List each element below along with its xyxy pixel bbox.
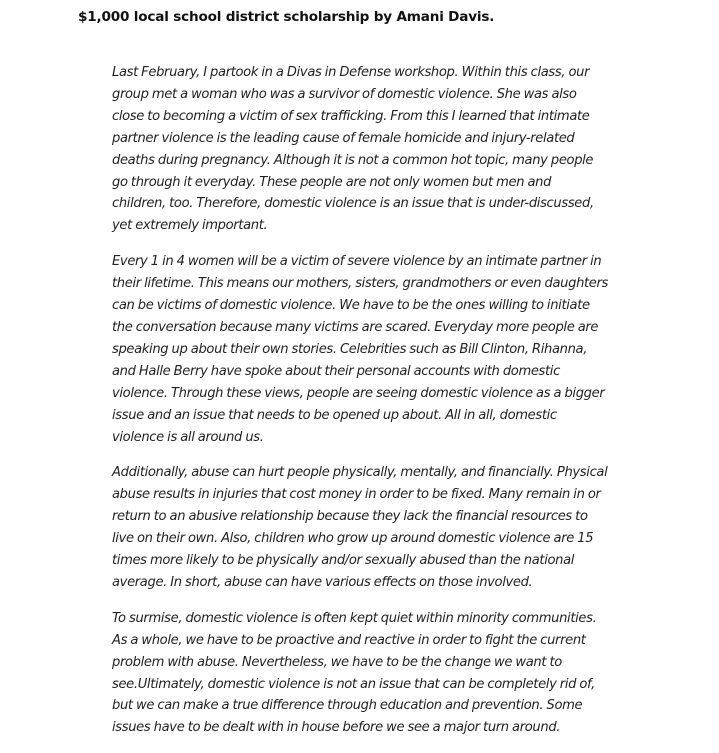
post-title: $1,000 local school district scholarship by Amani Davis. [78,9,495,25]
essay-paragraph-2: Every 1 in 4 women will be a victim of severe violence by an intimate partner in their lifetime. This means our mothers, sisters, grandmothers or even daughters can be victims of domestic violence. We have to be the ones willing to initiate the conversation because many victims are scared. Everyday more people are speaking up about their own stories. Celebrities such as Bill Clinton, Rihanna, and Halle Berry have spoke about their personal accounts with domestic violence. Through these views, people are seeing domestic violence as a bigger issue and an issue that needs to be opened up about. All in all, domestic violence is all around us. [112,254,609,445]
essay-paragraph-1: Last February, I partook in a Divas in Defense workshop. Within this class, our group met a woman who was a survivor of domestic violence. She was also close to becoming a victim of sex trafficking. From this I learned that intimate partner violence is the leading cause of female homicide and injury-related deaths during pregnancy. Although it is not a common hot topic, many people go through it everyday. These people are not only women but men and children, too. Therefore, domestic violence is an issue that is under-discussed, yet extremely important. [112,65,594,234]
essay-paragraph-4: To surmise, domestic violence is often kept quiet within minority communities. As a whole, we have to be proactive and reactive in order to fight the current problem with abuse. Nevertheless, we have to be the change we want to see.Ultimately, domestic violence is not an issue that can be completely rid of, but we can make a true difference through education and prevention. Some issues have to be dealt with in house before we see a major turn around. [112,610,597,736]
essay-blockquote [112,62,608,753]
essay-paragraph-3: Additionally, abuse can hurt people physically, mentally, and financially. Physical abuse results in injuries that cost money in order to be fixed. Many remain in or return to an abusive relationship because they lack the financial resources to live on their own. Also, children who grow up around domestic violence are 15 times more likely to be physically and/or sexually abused than the national average. In short, abuse can have various effects on those involved. [112,465,608,590]
